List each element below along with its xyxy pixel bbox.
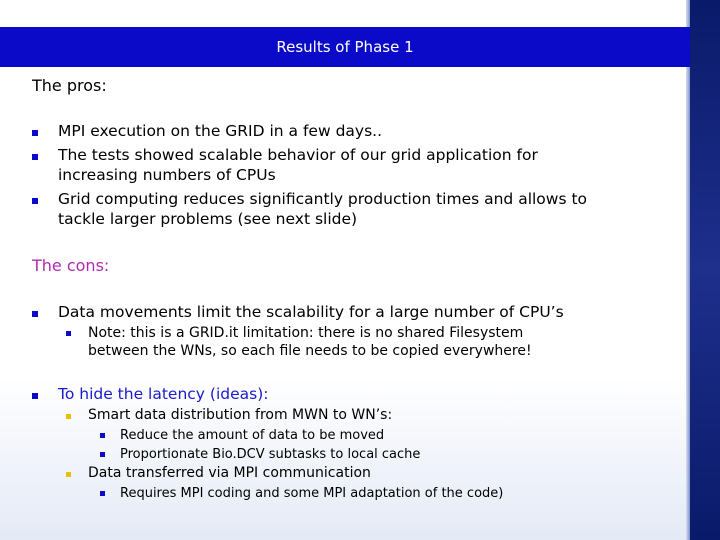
square-bullet-icon bbox=[66, 472, 71, 477]
cons-latency: To hide the latency (ideas): bbox=[58, 385, 269, 403]
pros-item-1: MPI execution on the GRID in a few days.. bbox=[58, 122, 383, 140]
cons-smart-sub-2: Proportionate Bio.DCV subtasks to local cache bbox=[120, 447, 421, 462]
cons-heading: The cons: bbox=[32, 256, 110, 275]
square-bullet-icon bbox=[32, 311, 38, 317]
cons-note-line-2: between the WNs, so each file needs to be copied everywhere! bbox=[88, 343, 532, 359]
cons-data-movements: Data movements limit the scalability for a large number of CPU’s bbox=[58, 303, 564, 321]
cons-mpi-sub-1: Requires MPI coding and some MPI adaptation of the code) bbox=[120, 486, 504, 501]
square-bullet-icon bbox=[32, 393, 38, 399]
slide-title: Results of Phase 1 bbox=[276, 38, 414, 56]
right-decorative-strip bbox=[690, 0, 720, 540]
pros-item-3-line-2: tackle larger problems (see next slide) bbox=[58, 210, 358, 228]
pros-heading: The pros: bbox=[32, 76, 107, 95]
square-bullet-icon bbox=[66, 414, 71, 419]
square-bullet-icon bbox=[100, 491, 105, 496]
pros-item-2-line-1: The tests showed scalable behavior of our grid application for bbox=[58, 146, 538, 164]
title-bar bbox=[0, 27, 690, 67]
square-bullet-icon bbox=[32, 154, 38, 160]
cons-note-line-1: Note: this is a GRID.it limitation: there is no shared Filesystem bbox=[88, 325, 524, 341]
square-bullet-icon bbox=[66, 331, 71, 336]
square-bullet-icon bbox=[32, 130, 38, 136]
square-bullet-icon bbox=[32, 198, 38, 204]
square-bullet-icon bbox=[100, 452, 105, 457]
cons-smart-sub-1: Reduce the amount of data to be moved bbox=[120, 428, 385, 443]
cons-mpi-transfer: Data transferred via MPI communication bbox=[88, 465, 371, 481]
pros-item-2-line-2: increasing numbers of CPUs bbox=[58, 166, 276, 184]
pros-item-3-line-1: Grid computing reduces significantly production times and allows to bbox=[58, 190, 588, 208]
square-bullet-icon bbox=[100, 433, 105, 438]
cons-smart-distribution: Smart data distribution from MWN to WN’s: bbox=[88, 407, 393, 423]
